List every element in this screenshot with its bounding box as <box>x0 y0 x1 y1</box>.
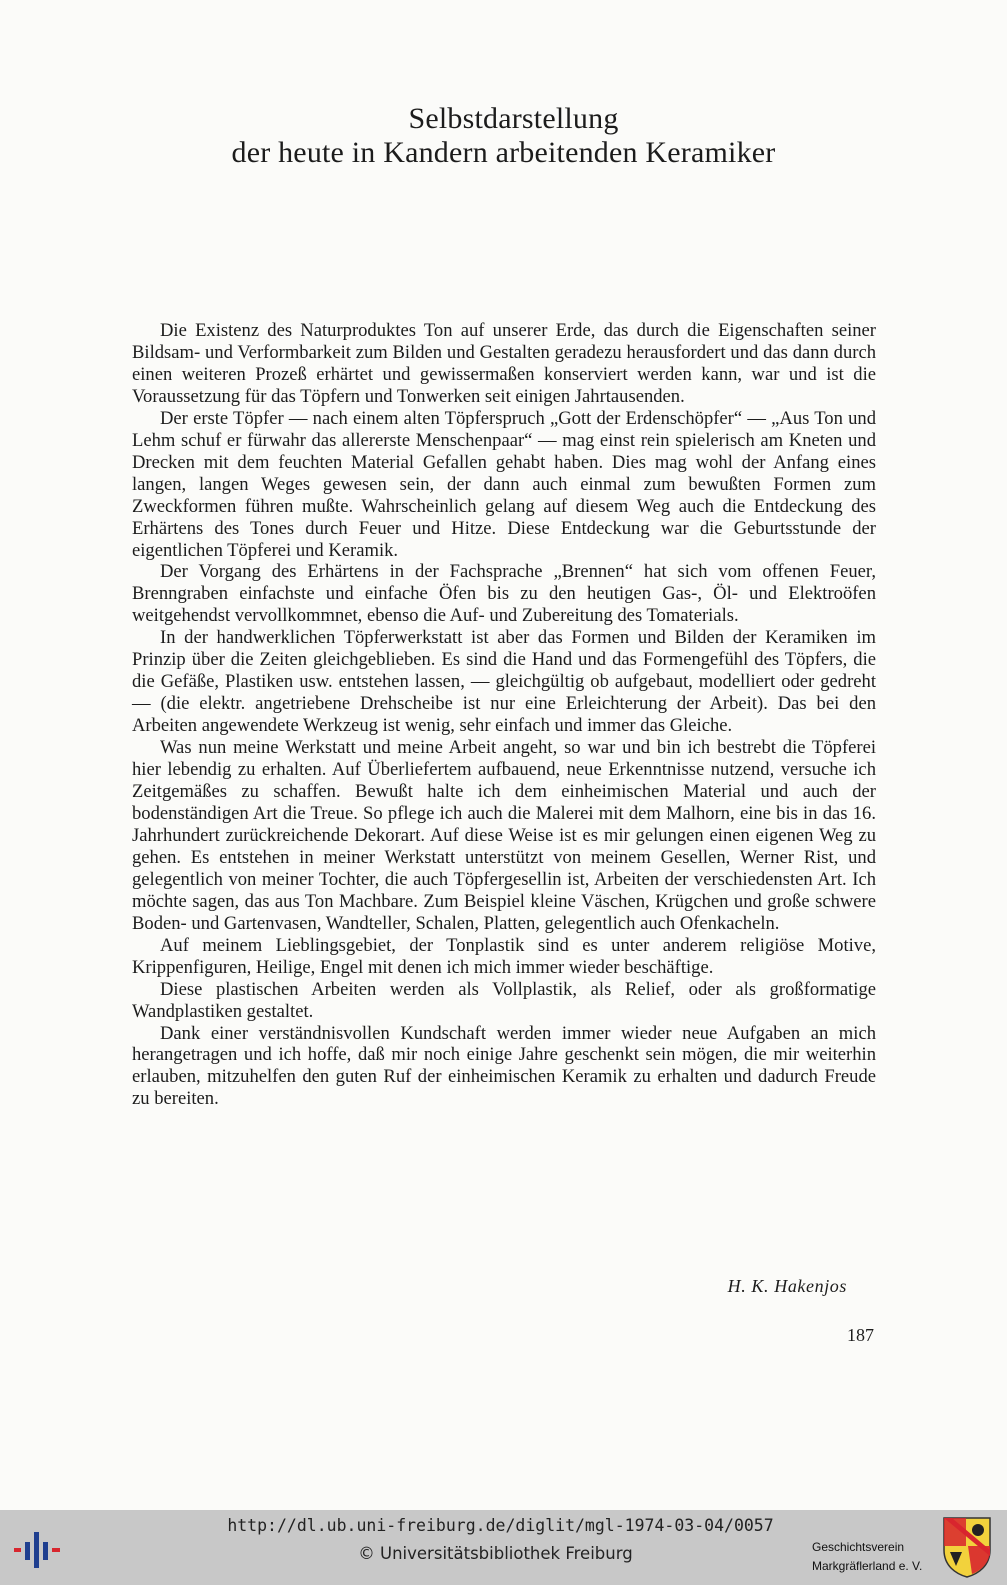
permalink-url[interactable]: http://dl.ub.uni-freiburg.de/diglit/mgl-1974-03-04/0057 <box>227 1516 774 1535</box>
society-line-2: Markgräflerland e. V. <box>812 1559 923 1573</box>
paragraph: Die Existenz des Naturproduktes Ton auf unserer Erde, das durch die Eigenschaften seiner Bildsam- und Verformbarkeit zum Bilden und Gestalten geradezu herausfordert und das dann durch einen weiteren Prozeß erhärtet und gewissermaßen konserviert werden kann, war und ist die Voraussetzung für das Töpfern und Tonwerken seit einigen Jahrtausenden. <box>132 320 876 407</box>
article-body <box>132 320 876 1110</box>
copyright-notice: © Universitätsbibliothek Freiburg <box>358 1544 633 1563</box>
paragraph: Dank einer verständnisvollen Kundschaft werden immer wieder neue Aufgaben an mich herangetragen und ich hoffe, daß mir noch einige Jahre geschenkt sein mögen, die mir weiterhin erlauben, mitzuhelfen den guten Ruf der einheimischen Keramik zu erhalten und dadurch Freude zu bereiten. <box>132 1022 876 1110</box>
paragraph: Auf meinem Lieblingsgebiet, der Tonplastik sind es unter anderem religiöse Motive, Krippenfiguren, Heilige, Engel mit denen ich mich immer wieder beschäftige. <box>132 934 876 978</box>
society-name <box>812 1538 922 1576</box>
title-line-1: Selbstdarstellung <box>408 102 619 135</box>
title-line-2: der heute in Kandern arbeitenden Keramiker <box>231 136 776 169</box>
library-footer <box>0 1510 1007 1585</box>
society-line-1: Geschichtsverein <box>812 1540 905 1554</box>
page-number: 187 <box>847 1325 874 1345</box>
paragraph: Der Vorgang des Erhärtens in der Fachsprache „Brennen“ hat sich vom offenen Feuer, Brenngraben einfachste und einfache Öfen bis zu den heutigen Gas-, Öl- und Elektroöfen weitgehendst vervollkommnet, ebenso die Auf- und Zubereitung des Tomaterials. <box>132 561 876 627</box>
paragraph: Was nun meine Werkstatt und meine Arbeit angeht, so war und bin ich bestrebt die Töpferei hier lebendig zu erhalten. Auf Überliefertem aufbauend, neue Erkenntnisse nutzend, versuche ich Zeitgemäßes zu schaffen. Bewußt halte ich dem einheimischen Material und auch der bodenständigen Art die Treue. So pflege ich auch die Malerei mit dem Malhorn, eine bis in das 16. Jahrhundert zurückreichende Dekorart. Auf diese Weise ist es mir gelungen einen eigenen Weg zu gehen. Es entstehen in meiner Werkstatt unterstützt von meinem Gesellen, Werner Rist, und gelegentlich von meiner Tochter, die auch Töpfergesellin ist, Arbeiten der verschiedensten Art. Ich möchte sagen, das aus Ton Machbare. Zum Beispiel kleine Väschen, Krügchen und große schwere Boden- und Gartenvasen, Wandteller, Schalen, Platten, gelegentlich auch Ofenkacheln. <box>132 737 876 934</box>
page-title <box>0 102 1007 170</box>
paragraph: Der erste Töpfer — nach einem alten Töpferspruch „Gott der Erdenschöpfer“ — „Aus Ton und Lehm schuf er fürwahr das allererste Menschenpaar“ — mag einst rein spielerisch am Kneten und Drecken mit dem feuchten Material Gefallen gehabt haben. Dies mag wohl der Anfang eines langen, langen Weges gewesen sein, der dann auch einmal zum bewußten Formen zum Zweckformen führen mußte. Wahrscheinlich gelang auf diesem Weg auch die Entdeckung des Erhärtens des Tones durch Feuer und Hitze. Diese Entdeckung war die Geburtsstunde der eigentlichen Töpferei und Keramik. <box>132 407 876 561</box>
coat-of-arms-icon <box>942 1516 992 1578</box>
paragraph: In der handwerklichen Töpferwerkstatt ist aber das Formen und Bilden der Keramiken im Prinzip über die Zeiten gleichgeblieben. Es sind die Hand und das Formengefühl des Töpfers, die die Gefäße, Plastiken usw. entstehen lassen, — gleichgültig ob aufgebaut, modelliert oder gedreht — (die elektr. angetriebene Drehscheibe ist nur eine Erleichterung der Arbeit). Das bei den Arbeiten angewendete Werkzeug ist wenig, sehr einfach und immer das Gleiche. <box>132 627 876 737</box>
paragraph: Diese plastischen Arbeiten werden als Vollplastik, als Relief, oder als großformatige Wandplastiken gestaltet. <box>132 978 876 1022</box>
author-signature: H. K. Hakenjos <box>727 1276 847 1296</box>
